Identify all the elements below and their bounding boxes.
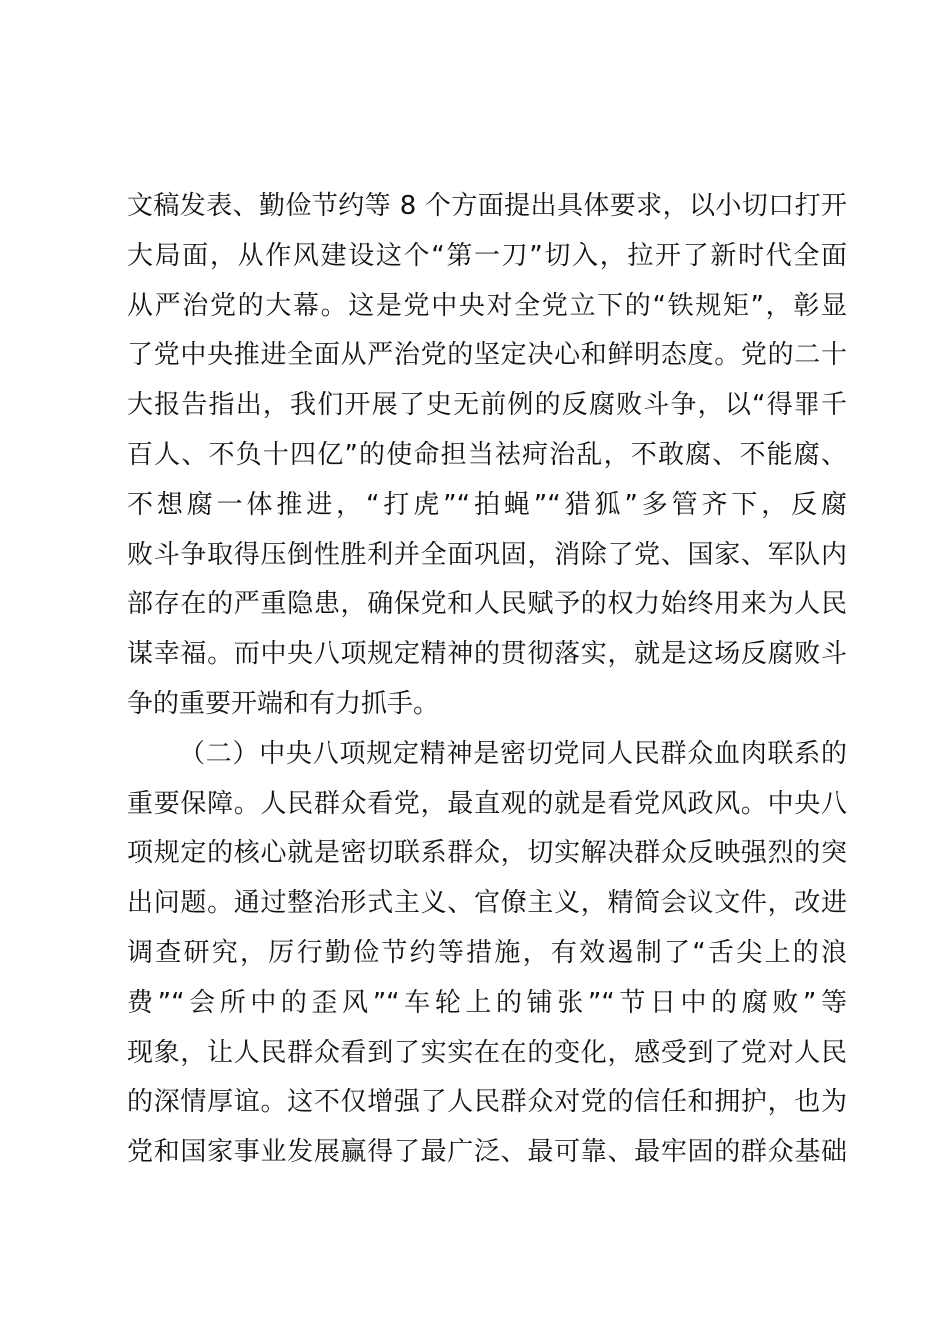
text-line: 了党中央推进全面从严治党的坚定决心和鲜明态度。党的二十 (127, 340, 847, 371)
text-line: 出问题。通过整治形式主义、官僚主义，精简会议文件，改进 (127, 888, 847, 919)
text-line: 大局面，从作风建设这个“第一刀”切入，拉开了新时代全面 (127, 240, 847, 271)
text-line: 现象，让人民群众看到了实实在在的变化，感受到了党对人民 (127, 1037, 847, 1068)
text-line: 费”“会所中的歪风”“车轮上的铺张”“节日中的腐败”等 (127, 987, 847, 1018)
text-line: 大报告指出，我们开展了史无前例的反腐败斗争，以“得罪千 (127, 390, 847, 421)
paragraph-last-line: 争的重要开端和有力抓手。 (127, 688, 440, 719)
text-line: 的深情厚谊。这不仅增强了人民群众对党的信任和拥护，也为 (127, 1087, 847, 1118)
text-line: 部存在的严重隐患，确保党和人民赋予的权力始终用来为人民 (127, 589, 847, 620)
text-line: 重要保障。人民群众看党，最直观的就是看党风政风。中央八 (127, 788, 847, 819)
text-line: 败斗争取得压倒性胜利并全面巩固，消除了党、国家、军队内 (127, 539, 847, 570)
body-text (127, 182, 847, 1178)
text-line: 文稿发表、勤俭节约等 8 个方面提出具体要求，以小切口打开 (127, 191, 847, 221)
text-line: 党和国家事业发展赢得了最广泛、最可靠、最牢固的群众基础 (127, 1137, 847, 1168)
text-line: 谋幸福。而中央八项规定精神的贯彻落实，就是这场反腐败斗 (127, 639, 847, 670)
section-heading-line: （二）中央八项规定精神是密切党同人民群众血肉联系的 (179, 738, 847, 769)
text-line: 百人、不负十四亿”的使命担当祛疴治乱，不敢腐、不能腐、 (127, 439, 847, 470)
text-line: 从严治党的大幕。这是党中央对全党立下的“铁规矩”，彰显 (127, 290, 847, 321)
text-line: 不想腐一体推进，“打虎”“拍蝇”“猎狐”多管齐下，反腐 (127, 489, 847, 520)
text-line: 项规定的核心就是密切联系群众，切实解决群众反映强烈的突 (127, 838, 847, 869)
text-line: 调查研究，厉行勤俭节约等措施，有效遏制了“舌尖上的浪 (127, 937, 847, 968)
